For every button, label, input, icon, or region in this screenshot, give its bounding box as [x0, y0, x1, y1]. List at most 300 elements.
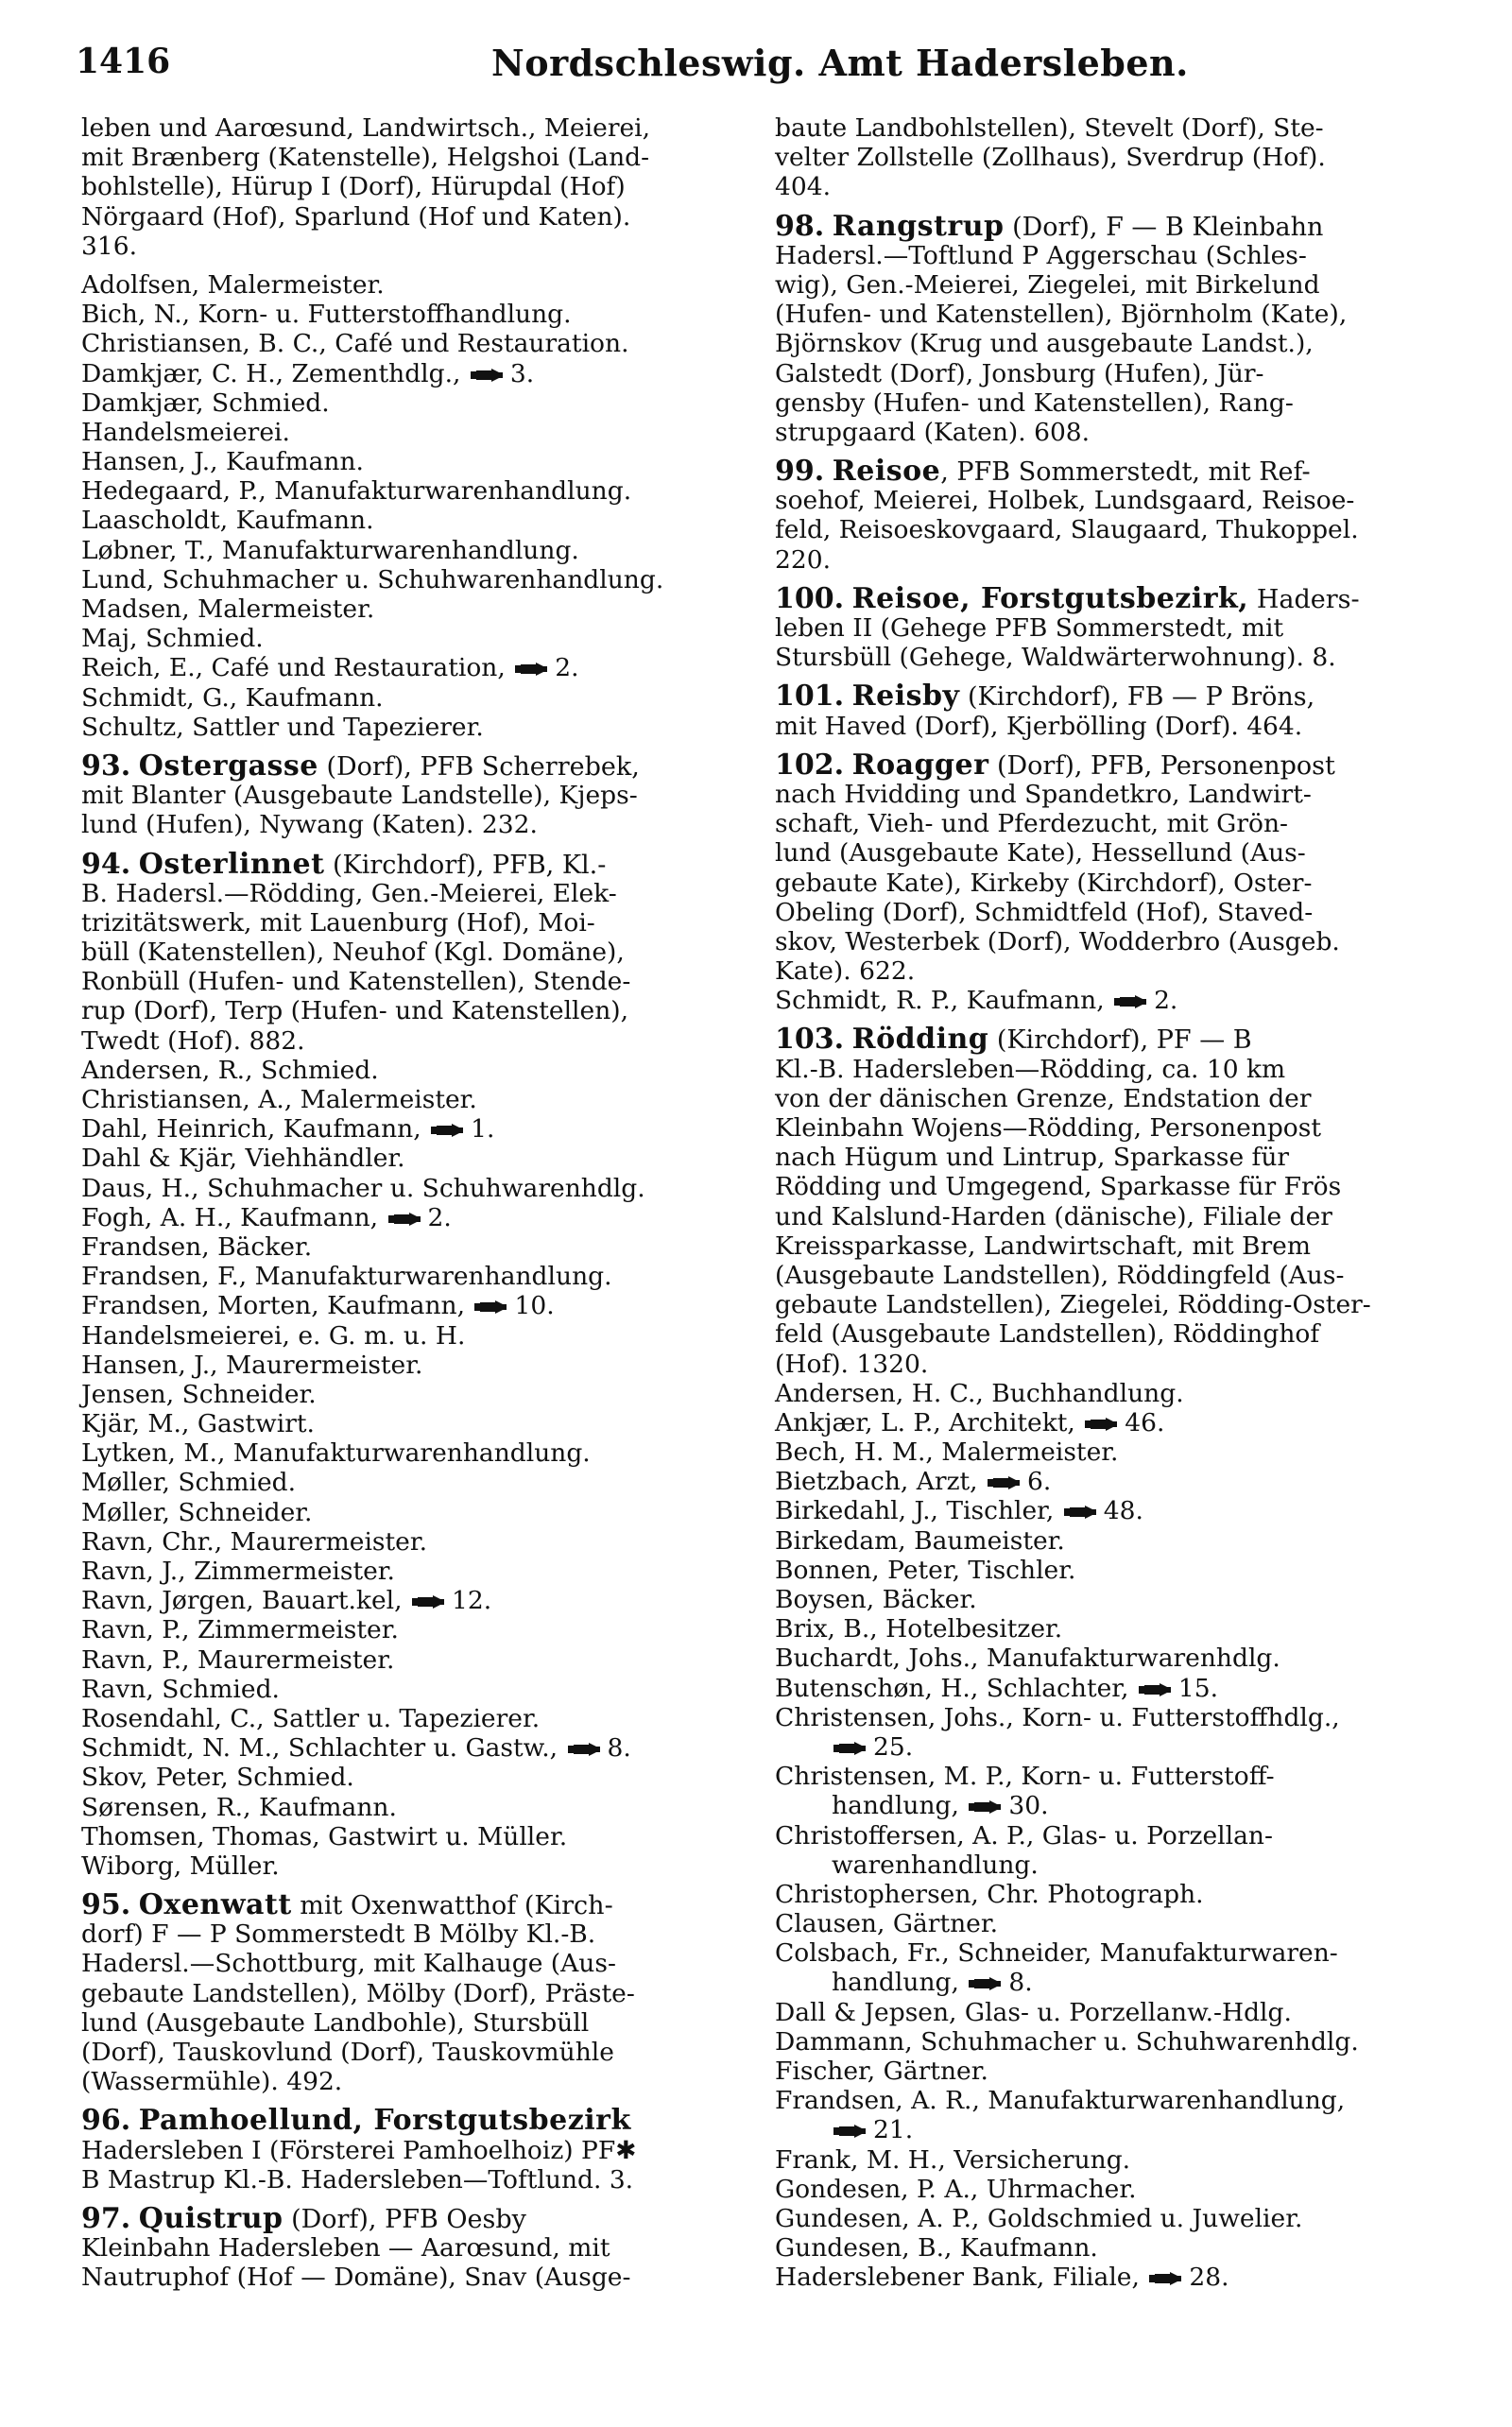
- line-text: Clausen, Gärtner.: [775, 1909, 999, 1939]
- text-line: [81, 270, 743, 300]
- text-line: [775, 1467, 1436, 1496]
- place-entry-heading: [81, 2201, 743, 2235]
- line-text: schaft, Vieh- und Pferdezucht, mit Grön-: [775, 809, 1288, 839]
- page-header: [76, 42, 1446, 95]
- line-text: Hedegaard, P., Manufakturwarenhandlung.: [81, 476, 632, 507]
- line-text: (Hufen- und Katenstellen), Björnholm (Kate),: [775, 300, 1348, 330]
- text-line: [81, 359, 743, 388]
- line-text: handlung,: [832, 1791, 959, 1821]
- text-line: [775, 515, 1436, 544]
- text-line: [81, 2263, 743, 2292]
- line-text: B. Hadersl.—Rödding, Gen.-Meierei, Elek-: [81, 878, 617, 908]
- line-text: Sørensen, R., Kaufmann.: [81, 1792, 397, 1822]
- text-line: [775, 1644, 1436, 1673]
- text-line: [81, 300, 743, 329]
- text-line: [775, 2263, 1436, 2292]
- line-text: und Kalslund-Harden (dänische), Filiale der: [775, 1201, 1332, 1231]
- line-text: warenhandlung.: [832, 1850, 1039, 1880]
- text-line: [81, 143, 743, 172]
- text-line: [81, 1851, 743, 1881]
- text-line: [775, 2145, 1436, 2175]
- telephone-hand-icon: [1149, 2271, 1183, 2286]
- line-text: feld, Reisoeskovgaard, Slaugaard, Thukoppel.: [775, 515, 1359, 545]
- entry-number: 96.: [81, 2104, 131, 2138]
- line-text: Hadersl.—Toftlund P Aggerschau (Schles-: [775, 240, 1307, 270]
- text-line: [81, 1291, 743, 1320]
- telephone-hand-icon: [1064, 1505, 1098, 1520]
- telephone-hand-icon: [969, 1799, 1003, 1815]
- text-line: [81, 683, 743, 713]
- text-line: [81, 1174, 743, 1203]
- text-line: [775, 1938, 1436, 1968]
- text-line: [775, 2027, 1436, 2057]
- line-text: Frank, M. H., Versicherung.: [775, 2144, 1131, 2175]
- line-text: baute Landbohlstellen), Stevelt (Dorf), Ste-: [775, 113, 1324, 143]
- line-text: Lytken, M., Manufakturwarenhandlung.: [81, 1438, 591, 1469]
- line-text: Christophersen, Chr. Photograph.: [775, 1879, 1204, 1909]
- line-text: dorf) F — P Sommerstedt B Mölby Kl.-B.: [81, 1919, 596, 1950]
- text-line: [775, 1143, 1436, 1172]
- line-text: (Kirchdorf), PFB, Kl.-: [324, 850, 607, 880]
- line-text: Kleinbahn Wojens—Rödding, Personenpost: [775, 1113, 1321, 1143]
- text-line: [81, 653, 743, 682]
- text-line: [775, 1379, 1436, 1408]
- line-text: Ravn, J., Zimmermeister.: [81, 1557, 395, 1586]
- text-line: [775, 1614, 1436, 1644]
- line-text: mit Blanter (Ausgebaute Landstelle), Kjeps-: [81, 781, 638, 811]
- line-text: strupgaard (Katen). 608.: [775, 417, 1091, 447]
- text-line: [775, 1585, 1436, 1614]
- text-line: [775, 1674, 1436, 1703]
- line-text: nach Hügum und Lintrup, Sparkasse für: [775, 1143, 1290, 1173]
- entry-number: 103.: [775, 1023, 845, 1057]
- entry-number: 93.: [81, 749, 131, 783]
- text-line: [81, 506, 743, 535]
- text-line: [775, 1526, 1436, 1556]
- text-line: [775, 486, 1436, 515]
- text-line: [81, 1438, 743, 1468]
- text-line: [775, 712, 1436, 741]
- text-line: [81, 2008, 743, 2038]
- line-text: Ankjær, L. P., Architekt,: [775, 1407, 1075, 1437]
- text-line: [775, 1113, 1436, 1143]
- text-line: [81, 447, 743, 476]
- text-line: [81, 2165, 743, 2195]
- line-text: Haders-: [1248, 584, 1360, 614]
- text-line: [81, 1822, 743, 1851]
- line-text: Dahl & Kjär, Viehhändler.: [81, 1144, 405, 1174]
- text-line: [775, 2175, 1436, 2204]
- text-line: [775, 613, 1436, 643]
- text-line: [775, 1496, 1436, 1525]
- text-line: [775, 359, 1436, 388]
- line-text: Gundesen, B., Kaufmann.: [775, 2233, 1098, 2263]
- entry-number: 99.: [775, 455, 825, 489]
- right-column: [775, 113, 1436, 2293]
- line-text: Møller, Schmied.: [81, 1468, 297, 1498]
- line-text: Kl.-B. Hadersleben—Rödding, ca. 10 km: [775, 1054, 1286, 1084]
- place-entry-heading: [775, 209, 1436, 243]
- telephone-hand-icon: [988, 1475, 1022, 1490]
- text-line: [775, 2233, 1436, 2263]
- line-text: Colsbach, Fr., Schneider, Manufakturwaren-: [775, 1938, 1338, 1969]
- text-line: [775, 329, 1436, 358]
- text-line: [81, 1645, 743, 1675]
- text-line: [81, 1733, 743, 1763]
- line-text: leben und Aarœsund, Landwirtsch., Meierei,: [81, 113, 651, 143]
- text-line: [81, 1586, 743, 1615]
- line-text: Damkjær, C. H., Zementhdlg.,: [81, 358, 461, 388]
- line-text: Kate). 622.: [775, 956, 916, 987]
- text-line: [775, 1084, 1436, 1113]
- place-entry-heading: [81, 751, 743, 781]
- telephone-hand-icon: [412, 1594, 446, 1609]
- line-text: Gondesen, P. A., Uhrmacher.: [775, 2174, 1137, 2204]
- line-text: , PFB Sommerstedt, mit Ref-: [940, 457, 1311, 488]
- place-name: Pamhoellund, Forstgutsbezirk: [138, 2104, 631, 2138]
- line-text: (Dorf), F — B Kleinbahn: [1004, 212, 1324, 242]
- line-text: (Dorf), PFB, Personenpost: [988, 750, 1335, 781]
- text-line: [81, 2233, 743, 2263]
- line-text: (Kirchdorf), FB — P Bröns,: [959, 682, 1315, 713]
- text-line: [81, 781, 743, 810]
- place-name: Ostergasse: [138, 749, 318, 783]
- line-text: Galstedt (Dorf), Jonsburg (Hufen), Jür-: [775, 358, 1264, 388]
- line-text: 404.: [775, 172, 832, 202]
- line-text: nach Hvidding und Spandetkro, Landwirt-: [775, 779, 1312, 809]
- text-line: [81, 536, 743, 565]
- text-line: [775, 1556, 1436, 1585]
- line-text: Nautruphof (Hof — Domäne), Snav (Ausge-: [81, 2263, 631, 2293]
- line-text: Gundesen, A. P., Goldschmied u. Juwelier.: [775, 2203, 1303, 2233]
- text-line: [775, 1998, 1436, 2027]
- line-text: Wiborg, Müller.: [81, 1850, 280, 1881]
- entry-number: 101.: [775, 680, 845, 714]
- telephone-number: 1.: [471, 1114, 495, 1145]
- place-entry-heading: [775, 455, 1436, 489]
- line-text: Frandsen, F., Manufakturwarenhandlung.: [81, 1262, 612, 1292]
- line-text: Lund, Schuhmacher u. Schuhwarenhandlung.: [81, 564, 664, 594]
- line-text: Hadersleben I (Försterei Pamhoelhoiz) PF✱: [81, 2135, 637, 2165]
- line-text: Stursbüll (Gehege, Waldwärterwohnung). 8.: [775, 643, 1336, 673]
- text-line: [81, 1527, 743, 1557]
- line-text: Handelsmeierei.: [81, 417, 290, 447]
- telephone-hand-icon: [1114, 994, 1148, 1009]
- line-text: Adolfsen, Malermeister.: [81, 269, 385, 300]
- line-text: B Mastrup Kl.-B. Hadersleben—Toftlund. 3.: [81, 2164, 634, 2195]
- line-text: bohlstelle), Hürup I (Dorf), Hürupdal (Hof): [81, 172, 626, 202]
- line-text: Dall & Jepsen, Glas- u. Porzellanw.-Hdlg.: [775, 1997, 1292, 2027]
- text-line: [775, 172, 1436, 201]
- line-text: mit Haved (Dorf), Kjerbölling (Dorf). 464.: [775, 711, 1303, 741]
- line-text: Haderslebener Bank, Filiale,: [775, 2263, 1140, 2293]
- text-line: [81, 1262, 743, 1291]
- text-line: [81, 1409, 743, 1438]
- line-text: Ronbüll (Hufen- und Katenstellen), Stende-: [81, 967, 631, 997]
- line-text: Schmidt, R. P., Kaufmann,: [775, 986, 1105, 1016]
- text-line: [81, 202, 743, 232]
- entry-number: 98.: [775, 209, 825, 243]
- place-entry-heading: [81, 847, 743, 881]
- telephone-hand-icon: [1085, 1417, 1119, 1432]
- line-text: Jensen, Schneider.: [81, 1379, 317, 1409]
- telephone-hand-icon: [388, 1212, 422, 1227]
- line-text: Dammann, Schuhmacher u. Schuhwarenhdlg.: [775, 2026, 1359, 2057]
- text-line: [775, 1290, 1436, 1319]
- line-text: Bietzbach, Arzt,: [775, 1467, 978, 1497]
- line-text: lund (Hufen), Nywang (Katen). 232.: [81, 810, 538, 840]
- telephone-number: 46.: [1125, 1407, 1165, 1437]
- place-name: Oxenwatt: [138, 1888, 292, 1922]
- line-text: Andersen, H. C., Buchhandlung.: [775, 1378, 1184, 1408]
- place-name: Quistrup: [138, 2201, 284, 2235]
- text-line: [81, 1763, 743, 1792]
- text-line: [775, 898, 1436, 927]
- place-entry-heading: [81, 2104, 743, 2138]
- line-text: Brix, B., Hotelbesitzer.: [775, 1614, 1063, 1644]
- line-text: gebaute Landstellen), Mölby (Dorf), Präste-: [81, 1978, 635, 2008]
- line-text: Kjär, M., Gastwirt.: [81, 1409, 315, 1439]
- text-line: [81, 879, 743, 908]
- text-line: [775, 113, 1436, 143]
- text-line: [81, 476, 743, 506]
- text-line: [81, 594, 743, 624]
- place-entry-heading: [775, 1023, 1436, 1057]
- line-text: Boysen, Bäcker.: [775, 1585, 977, 1614]
- line-text: Bich, N., Korn- u. Futterstoffhandlung.: [81, 300, 572, 330]
- text-line: [81, 1557, 743, 1586]
- text-line: [775, 780, 1436, 809]
- line-text: skov, Westerbek (Dorf), Wodderbro (Ausgeb.: [775, 926, 1340, 956]
- text-line: [775, 241, 1436, 270]
- text-line: [81, 938, 743, 967]
- line-text: Ravn, P., Maurermeister.: [81, 1644, 395, 1675]
- line-text: gebaute Kate), Kirkeby (Kirchdorf), Oster-: [775, 868, 1313, 898]
- line-text: rup (Dorf), Terp (Hufen- und Katenstellen),: [81, 996, 629, 1026]
- text-line: [775, 1909, 1436, 1938]
- text-line: [81, 1979, 743, 2008]
- line-text: Buchardt, Johs., Manufakturwarenhdlg.: [775, 1644, 1280, 1674]
- text-line: [81, 1056, 743, 1085]
- telephone-number: 12.: [452, 1586, 492, 1616]
- telephone-number: 15.: [1177, 1673, 1219, 1703]
- line-text: Ravn, Chr., Maurermeister.: [81, 1526, 428, 1557]
- line-text: (Dorf), PFB Oesby: [283, 2204, 526, 2234]
- text-line: [775, 1880, 1436, 1909]
- line-text: Nörgaard (Hof), Sparlund (Hof und Katen).: [81, 201, 631, 232]
- line-text: Ravn, Jørgen, Bauart.kel,: [81, 1586, 403, 1616]
- line-text: Handelsmeierei, e. G. m. u. H.: [81, 1320, 466, 1351]
- place-name: Rödding: [851, 1023, 989, 1057]
- line-text: Birkedam, Baumeister.: [775, 1525, 1065, 1556]
- text-line: [81, 713, 743, 742]
- place-name: Reisoe, Forstgutsbezirk,: [851, 581, 1249, 615]
- telephone-hand-icon: [471, 368, 505, 383]
- text-line: [81, 1615, 743, 1644]
- telephone-number: 30.: [1008, 1791, 1049, 1821]
- entry-separator: [81, 261, 743, 270]
- text-line: [775, 1821, 1436, 1850]
- place-name: Roagger: [851, 748, 989, 782]
- entry-number: 97.: [81, 2201, 131, 2235]
- place-entry-heading: [81, 1888, 743, 1922]
- line-text: Andersen, R., Schmied.: [81, 1055, 379, 1085]
- text-line: [775, 545, 1436, 575]
- text-line: [775, 270, 1436, 300]
- text-line: [775, 1055, 1436, 1084]
- text-line: [775, 1732, 1436, 1762]
- text-line: [775, 1791, 1436, 1820]
- line-text: Schmidt, N. M., Schlachter u. Gastw.,: [81, 1733, 558, 1764]
- entry-number: 100.: [775, 581, 845, 615]
- line-text: Bech, H. M., Malermeister.: [775, 1437, 1119, 1468]
- text-line: [775, 2204, 1436, 2233]
- line-text: wig), Gen.-Meierei, Ziegelei, mit Birkelund: [775, 269, 1320, 300]
- line-text: velter Zollstelle (Zollhaus), Sverdrup (Hof).: [775, 143, 1326, 173]
- line-text: Madsen, Malermeister.: [81, 594, 375, 624]
- text-line: [775, 2057, 1436, 2086]
- telephone-hand-icon: [833, 2124, 868, 2139]
- line-text: Rödding und Umgegend, Sparkasse für Frös: [775, 1172, 1342, 1202]
- line-text: Björnskov (Krug und ausgebaute Landst.),: [775, 329, 1314, 359]
- line-text: Christensen, Johs., Korn- u. Futterstoffhdlg.,: [775, 1702, 1340, 1732]
- text-line: [81, 388, 743, 418]
- text-line: [81, 2038, 743, 2067]
- place-entry-heading: [775, 750, 1436, 780]
- text-line: [81, 1144, 743, 1173]
- line-text: (Hof). 1320.: [775, 1349, 929, 1379]
- line-text: feld (Ausgebaute Landstellen), Röddinghof: [775, 1319, 1320, 1350]
- line-text: Skov, Peter, Schmied.: [81, 1763, 354, 1793]
- telephone-number: 25.: [873, 1731, 914, 1762]
- text-line: [81, 1085, 743, 1114]
- text-line: [775, 1172, 1436, 1201]
- line-text: (Dorf), PFB Scherrebek,: [318, 751, 640, 782]
- telephone-hand-icon: [474, 1300, 508, 1315]
- text-line: [81, 1026, 743, 1056]
- text-line: [81, 565, 743, 594]
- line-text: Dahl, Heinrich, Kaufmann,: [81, 1114, 421, 1145]
- line-text: Frandsen, Bäcker.: [81, 1231, 313, 1262]
- text-line: [81, 113, 743, 143]
- line-text: Reich, E., Café und Restauration,: [81, 653, 506, 683]
- line-text: Christiansen, B. C., Café und Restauration.: [81, 329, 629, 359]
- text-line: [81, 1232, 743, 1262]
- line-text: Møller, Schneider.: [81, 1497, 313, 1527]
- text-line: [775, 1202, 1436, 1231]
- text-line: [775, 1703, 1436, 1732]
- text-line: [81, 1793, 743, 1822]
- text-line: [775, 1408, 1436, 1437]
- telephone-number: 2.: [555, 653, 579, 683]
- line-text: Ravn, P., Zimmermeister.: [81, 1615, 399, 1645]
- text-line: [775, 1437, 1436, 1467]
- text-line: [81, 418, 743, 447]
- text-line: [81, 996, 743, 1025]
- telephone-hand-icon: [1139, 1682, 1173, 1697]
- telephone-hand-icon: [969, 1976, 1003, 1991]
- telephone-number: 21.: [873, 2115, 914, 2145]
- line-text: mit Brænberg (Katenstelle), Helgshoi (Land-: [81, 143, 650, 173]
- line-text: Hansen, J., Kaufmann.: [81, 447, 364, 477]
- text-line: [775, 838, 1436, 868]
- line-text: Obeling (Dorf), Schmidtfeld (Hof), Staved-: [775, 897, 1314, 927]
- line-text: lund (Ausgebaute Landbohle), Stursbüll: [81, 2007, 590, 2038]
- text-line: [775, 643, 1436, 672]
- line-text: Hansen, J., Maurermeister.: [81, 1350, 423, 1380]
- text-line: [81, 2067, 743, 2096]
- telephone-hand-icon: [568, 1742, 602, 1757]
- line-text: Birkedahl, J., Tischler,: [775, 1496, 1055, 1526]
- text-line: [775, 986, 1436, 1015]
- telephone-number: 8.: [607, 1733, 631, 1764]
- line-text: Daus, H., Schuhmacher u. Schuhwarenhdlg.: [81, 1173, 645, 1203]
- line-text: trizitätswerk, mit Lauenburg (Hof), Moi-: [81, 907, 595, 938]
- text-line: [81, 967, 743, 996]
- telephone-hand-icon: [431, 1123, 465, 1138]
- line-text: (Dorf), Tauskovlund (Dorf), Tauskovmühle: [81, 2038, 614, 2067]
- line-text: Ravn, Schmied.: [81, 1674, 280, 1704]
- line-text: büll (Katenstellen), Neuhof (Kgl. Domäne),: [81, 938, 625, 968]
- line-text: Schmidt, G., Kaufmann.: [81, 682, 384, 713]
- line-text: Kleinbahn Hadersleben — Aarœsund, mit: [81, 2233, 610, 2263]
- line-text: handlung,: [832, 1968, 959, 1998]
- line-text: Christiansen, A., Malermeister.: [81, 1085, 477, 1114]
- page-number: 1416: [76, 42, 171, 81]
- text-line: [81, 1498, 743, 1527]
- entry-number: 94.: [81, 847, 131, 881]
- place-name: Rangstrup: [832, 209, 1005, 243]
- text-line: [81, 1919, 743, 1949]
- text-line: [775, 1350, 1436, 1379]
- telephone-hand-icon: [833, 1741, 868, 1756]
- line-text: soehof, Meierei, Holbek, Lundsgaard, Reisoe-: [775, 486, 1355, 516]
- telephone-number: 6.: [1027, 1467, 1052, 1497]
- telephone-number: 48.: [1103, 1496, 1143, 1526]
- place-entry-heading: [775, 680, 1436, 714]
- line-text: Thomsen, Thomas, Gastwirt u. Müller.: [81, 1821, 568, 1851]
- line-text: Maj, Schmied.: [81, 624, 264, 654]
- text-line: [81, 1203, 743, 1232]
- line-text: Laascholdt, Kaufmann.: [81, 506, 374, 536]
- line-text: Twedt (Hof). 882.: [81, 1025, 305, 1056]
- text-line: [81, 232, 743, 261]
- line-text: (Kirchdorf), PF — B: [988, 1025, 1252, 1056]
- text-line: [775, 927, 1436, 956]
- line-text: gensby (Hufen- und Katenstellen), Rang-: [775, 387, 1294, 418]
- text-line: [775, 869, 1436, 898]
- text-line: [81, 1949, 743, 1978]
- text-line: [81, 908, 743, 938]
- line-text: Hadersl.—Schottburg, mit Kalhauge (Aus-: [81, 1949, 616, 1979]
- text-line: [81, 172, 743, 201]
- place-name: Reisby: [851, 680, 960, 714]
- text-line: [775, 1850, 1436, 1880]
- text-line: [81, 1704, 743, 1733]
- line-text: Schultz, Sattler und Tapezierer.: [81, 712, 484, 742]
- telephone-number: 3.: [509, 358, 535, 388]
- line-text: leben II (Gehege PFB Sommerstedt, mit: [775, 613, 1284, 643]
- telephone-number: 2.: [427, 1202, 452, 1232]
- text-line: [775, 1319, 1436, 1349]
- text-line: [775, 1261, 1436, 1290]
- text-line: [81, 1380, 743, 1409]
- line-text: Damkjær, Schmied.: [81, 387, 330, 418]
- text-line: [81, 329, 743, 358]
- line-text: Løbner, T., Manufakturwarenhandlung.: [81, 535, 579, 565]
- text-line: [775, 956, 1436, 986]
- telephone-number: 28.: [1189, 2263, 1229, 2293]
